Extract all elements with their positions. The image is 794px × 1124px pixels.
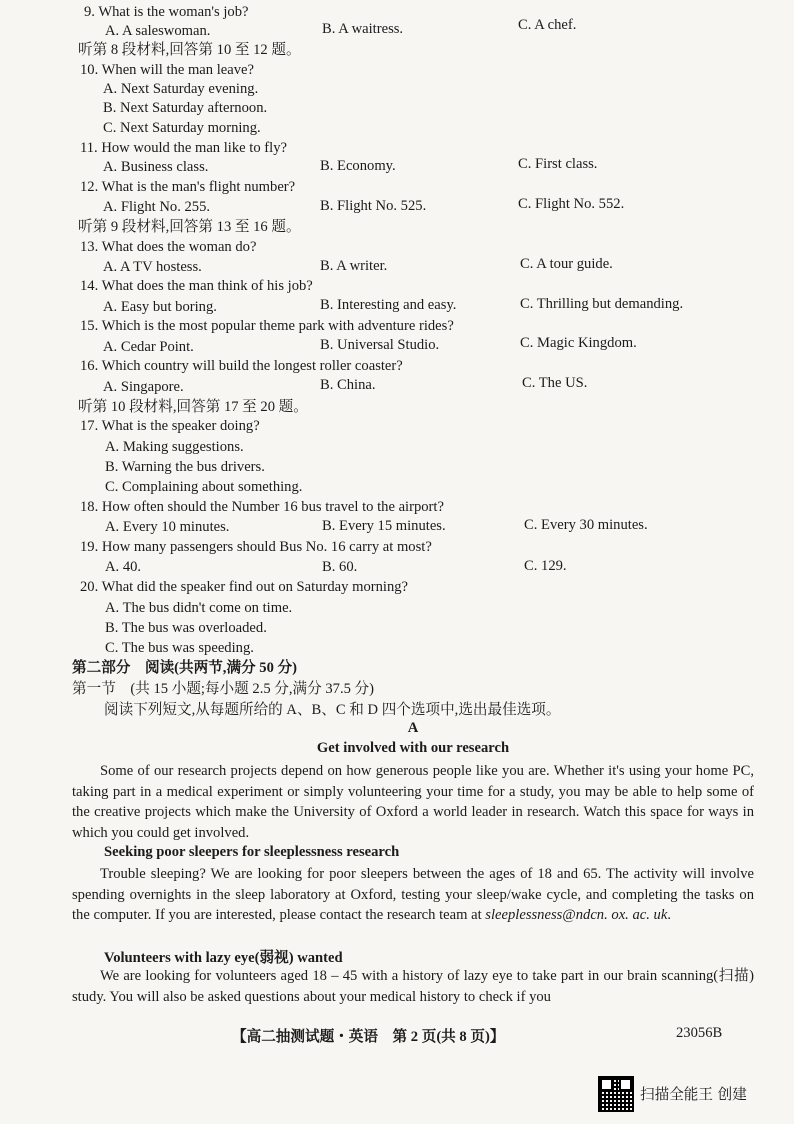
q9-option-a: A. A saleswoman. bbox=[105, 23, 211, 39]
q18-option-b: B. Every 15 minutes. bbox=[322, 518, 446, 534]
passage-paragraph-3 bbox=[72, 966, 754, 1007]
q10-option-a: A. Next Saturday evening. bbox=[103, 81, 259, 97]
q15-option-a: A. Cedar Point. bbox=[103, 339, 194, 355]
q19-option-b: B. 60. bbox=[322, 559, 358, 575]
q13-option-b: B. A writer. bbox=[320, 258, 388, 274]
q17-option-b: B. Warning the bus drivers. bbox=[105, 459, 265, 475]
q13-option-c: C. A tour guide. bbox=[520, 256, 613, 272]
q11-option-b: B. Economy. bbox=[320, 158, 396, 174]
question-11: 11. How would the man like to fly? bbox=[80, 140, 287, 156]
footer-page-label: 【高二抽测试题・英语 第 2 页(共 8 页)】 bbox=[232, 1029, 505, 1045]
footer-code: 23056B bbox=[676, 1025, 723, 1041]
contact-email: sleeplessness@ndcn. ox. ac. uk bbox=[485, 907, 668, 924]
question-9: 9. What is the woman's job? bbox=[84, 4, 249, 20]
q18-option-a: A. Every 10 minutes. bbox=[105, 519, 230, 535]
q10-option-c: C. Next Saturday morning. bbox=[103, 120, 261, 136]
section-10-instruction: 听第 10 段材料,回答第 17 至 20 题。 bbox=[78, 399, 308, 415]
q14-option-c: C. Thrilling but demanding. bbox=[520, 296, 684, 312]
q12-option-a: A. Flight No. 255. bbox=[103, 199, 211, 215]
scanner-watermark: 扫描全能王 创建 bbox=[640, 1086, 747, 1103]
passage-paragraph-2 bbox=[72, 864, 754, 926]
q20-option-c: C. The bus was speeding. bbox=[105, 640, 254, 656]
paragraph-3-text: We are looking for volunteers aged 18 – 45 with a history of lazy eye to take part in our brain scanning(扫描) study. You will also be asked questions about your medical history to check if you bbox=[72, 968, 754, 1005]
q11-option-a: A. Business class. bbox=[103, 159, 209, 175]
question-20: 20. What did the speaker find out on Saturday morning? bbox=[80, 579, 409, 595]
q19-option-c: C. 129. bbox=[524, 558, 567, 574]
q14-option-b: B. Interesting and easy. bbox=[320, 297, 457, 313]
q20-option-b: B. The bus was overloaded. bbox=[105, 620, 267, 636]
q16-option-b: B. China. bbox=[320, 377, 376, 393]
question-16: 16. Which country will build the longest roller coaster? bbox=[80, 358, 403, 374]
q17-option-c: C. Complaining about something. bbox=[105, 479, 303, 495]
section-8-instruction: 听第 8 段材料,回答第 10 至 12 题。 bbox=[78, 42, 301, 58]
q17-option-a: A. Making suggestions. bbox=[105, 439, 244, 455]
subheading-lazy-eye: Volunteers with lazy eye(弱视) wanted bbox=[104, 950, 343, 966]
question-18: 18. How often should the Number 16 bus travel to the airport? bbox=[80, 499, 444, 515]
q18-option-c: C. Every 30 minutes. bbox=[524, 517, 648, 533]
paragraph-1-text: Some of our research projects depend on how generous people like you are. Whether it's using your home PC, taking part in a medical experiment or simply volunteering your time for a study, you may be able to help some of the creative projects which make the University of Oxford a world leader in research. Watch this space for ways in which you could get involved. bbox=[72, 763, 754, 841]
question-10: 10. When will the man leave? bbox=[80, 62, 254, 78]
paragraph-2-text: Trouble sleeping? We are looking for poor sleepers between the ages of 18 and 65. The activity will involve spending overnights in the sleep laboratory at Oxford, testing your sleep/wake cycle, and completing the tasks on the computer. If you are interested, please contact the research team at bbox=[72, 866, 754, 924]
q19-option-a: A. 40. bbox=[105, 559, 142, 575]
q14-option-a: A. Easy but boring. bbox=[103, 299, 217, 315]
q13-option-a: A. A TV hostess. bbox=[103, 259, 202, 275]
passage-letter: A bbox=[407, 720, 419, 736]
section1-heading: 第一节 (共 15 小题;每小题 2.5 分,满分 37.5 分) bbox=[72, 681, 375, 697]
question-13: 13. What does the woman do? bbox=[80, 239, 257, 255]
part2-heading: 第二部分 阅读(共两节,满分 50 分) bbox=[72, 660, 297, 676]
q12-option-b: B. Flight No. 525. bbox=[320, 198, 427, 214]
q11-option-c: C. First class. bbox=[518, 156, 598, 172]
question-17: 17. What is the speaker doing? bbox=[80, 418, 260, 434]
section-9-instruction: 听第 9 段材料,回答第 13 至 16 题。 bbox=[78, 219, 301, 235]
q16-option-a: A. Singapore. bbox=[103, 379, 184, 395]
q10-option-b: B. Next Saturday afternoon. bbox=[103, 100, 268, 116]
question-12: 12. What is the man's flight number? bbox=[80, 179, 296, 195]
reading-instruction: 阅读下列短文,从每题所给的 A、B、C 和 D 四个选项中,选出最佳选项。 bbox=[104, 702, 561, 718]
q15-option-b: B. Universal Studio. bbox=[320, 337, 440, 353]
qr-code-icon bbox=[598, 1076, 634, 1112]
q16-option-c: C. The US. bbox=[522, 375, 588, 391]
q12-option-c: C. Flight No. 552. bbox=[518, 196, 625, 212]
passage-paragraph-1 bbox=[72, 761, 754, 843]
question-19: 19. How many passengers should Bus No. 16 carry at most? bbox=[80, 539, 432, 555]
subheading-sleeplessness: Seeking poor sleepers for sleeplessness research bbox=[104, 844, 400, 860]
question-15: 15. Which is the most popular theme park with adventure rides? bbox=[80, 318, 454, 334]
passage-title: Get involved with our research bbox=[316, 740, 510, 756]
q15-option-c: C. Magic Kingdom. bbox=[520, 335, 637, 351]
q9-option-c: C. A chef. bbox=[518, 17, 577, 33]
q20-option-a: A. The bus didn't come on time. bbox=[105, 600, 293, 616]
paragraph-2-end: . bbox=[667, 907, 671, 924]
question-14: 14. What does the man think of his job? bbox=[80, 278, 313, 294]
q9-option-b: B. A waitress. bbox=[322, 21, 404, 37]
